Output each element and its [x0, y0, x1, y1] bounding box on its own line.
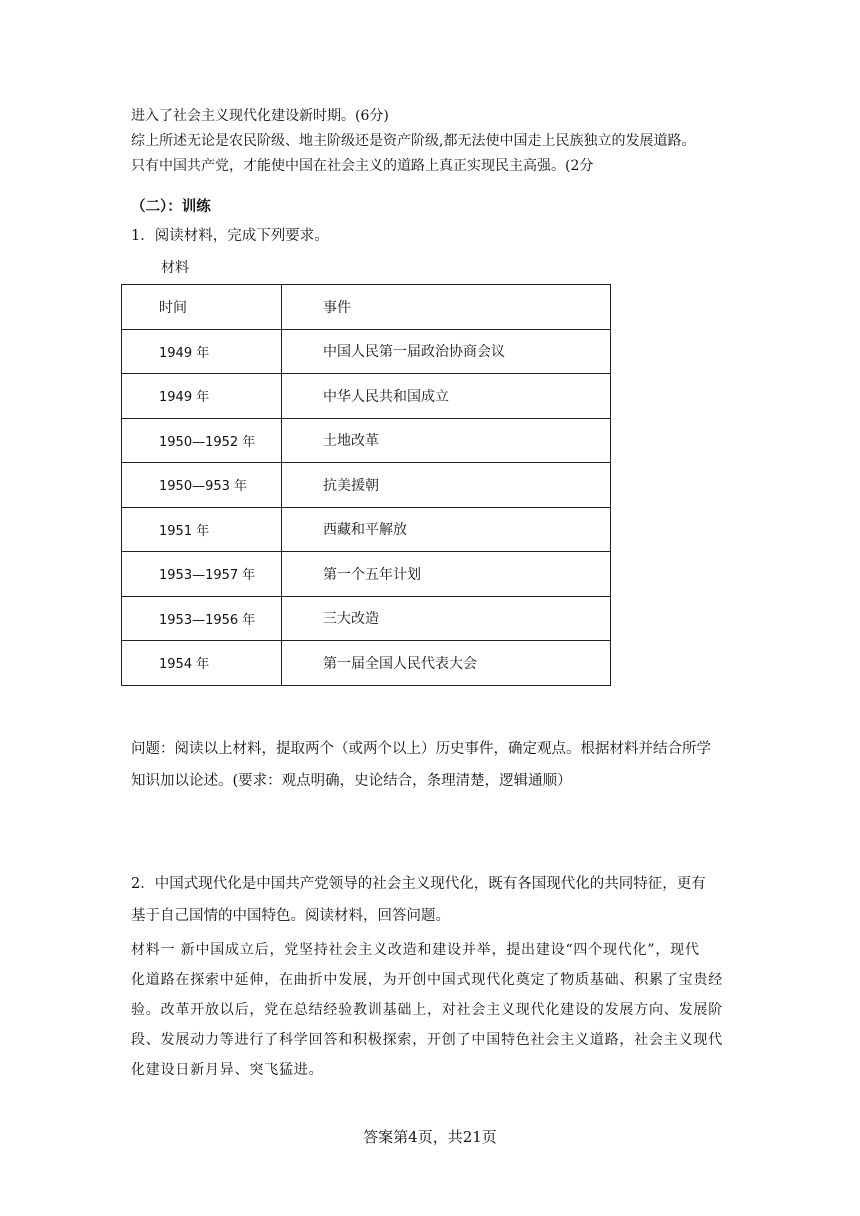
row-time: 1951 年: [122, 507, 282, 552]
page-footer: 答案第4页，共21页: [363, 1128, 497, 1146]
question-1-prompt: 1．阅读材料，完成下列要求。: [131, 228, 329, 244]
table-row: [122, 418, 611, 463]
row-event: 土地改革: [282, 418, 611, 463]
material-1-line: 化道路在探索中延伸，在曲折中发展，为开创中国式现代化奠定了物质基础、积累了宝贵经: [131, 972, 723, 988]
table-row: [122, 374, 611, 419]
question-2-line-1: 2．中国式现代化是中国共产党领导的社会主义现代化，既有各国现代化的共同特征，更有: [131, 876, 706, 892]
header-event: 事件: [282, 285, 611, 330]
row-event: 三大改造: [282, 596, 611, 641]
intro-line-2: 综上所述无论是农民阶级、地主阶级还是资产阶级,都无法使中国走上民族独立的发展道路。: [131, 133, 696, 149]
question-1-text-line-1: 问题：阅读以上材料，提取两个（或两个以上）历史事件，确定观点。根据材料并结合所学: [131, 741, 711, 757]
row-event: 西藏和平解放: [282, 507, 611, 552]
row-time: 1949 年: [122, 329, 282, 374]
row-event: 中华人民共和国成立: [282, 374, 611, 419]
row-time: 1949 年: [122, 374, 282, 419]
material-label: 材料: [161, 260, 189, 276]
events-table: [121, 284, 611, 686]
table-row: [122, 641, 611, 686]
intro-line-1: 进入了社会主义现代化建设新时期。(6分): [131, 108, 389, 124]
table-row: [122, 329, 611, 374]
table-header-row: [122, 285, 611, 330]
table-row: [122, 552, 611, 597]
row-time: 1953—1957 年: [122, 552, 282, 597]
question-1-text-line-2: 知识加以论述。(要求：观点明确，史论结合，条理清楚，逻辑通顺）: [131, 773, 572, 789]
material-1-line: 段、发展动力等进行了科学回答和积极探索，开创了中国特色社会主义道路，社会主义现代: [131, 1032, 723, 1048]
row-event: 第一届全国人民代表大会: [282, 641, 611, 686]
row-time: 1953—1956 年: [122, 596, 282, 641]
row-event: 第一个五年计划: [282, 552, 611, 597]
table-row: [122, 463, 611, 508]
table-row: [122, 507, 611, 552]
intro-line-3: 只有中国共产党，才能使中国在社会主义的道路上真正实现民主高强。(2分: [131, 158, 594, 174]
header-time: 时间: [122, 285, 282, 330]
row-event: 中国人民第一届政治协商会议: [282, 329, 611, 374]
material-1-line: 材料一 新中国成立后，党坚持社会主义改造和建设并举，提出建设“四个现代化”，现代: [131, 942, 700, 958]
table-row: [122, 596, 611, 641]
row-time: 1950—1952 年: [122, 418, 282, 463]
material-1-line: 化建设日新月异、突飞猛进。: [131, 1062, 324, 1078]
section-title: （二）：训练: [131, 198, 211, 215]
row-time: 1950—953 年: [122, 463, 282, 508]
material-1-line: 验。改革开放以后，党在总结经验教训基础上，对社会主义现代化建设的发展方向、发展阶: [131, 1002, 723, 1018]
question-2-line-2: 基于自己国情的中国特色。阅读材料，回答问题。: [131, 908, 450, 924]
row-event: 抗美援朝: [282, 463, 611, 508]
row-time: 1954 年: [122, 641, 282, 686]
